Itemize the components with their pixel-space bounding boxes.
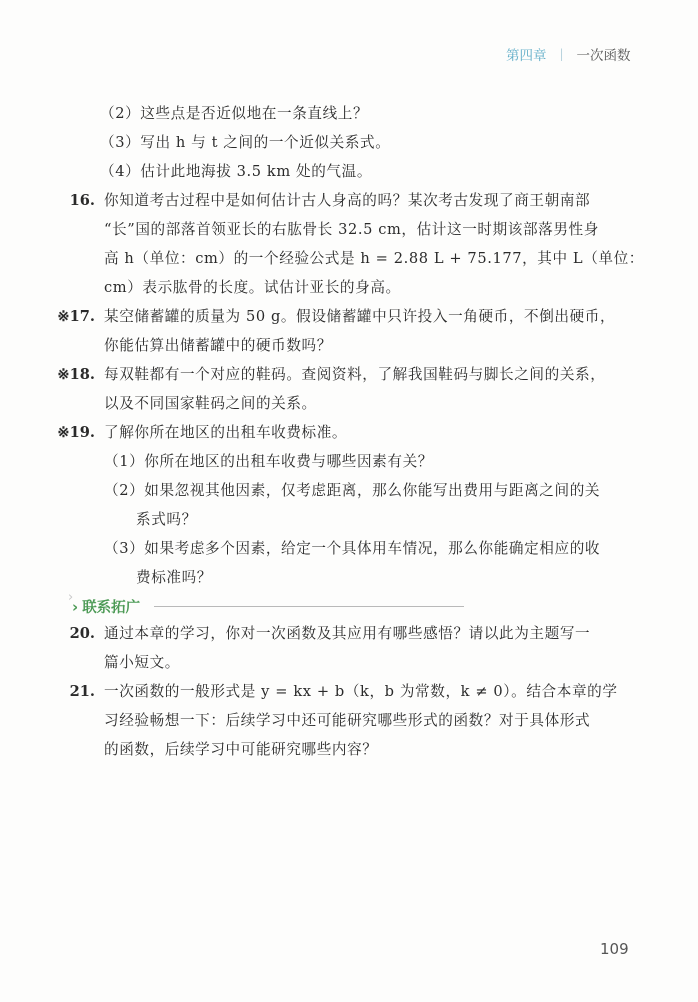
problem-15-part-2: （2）这些点是否近似地在一条直线上？ [100,105,369,122]
problem-16-line: 你知道考古过程中是如何估计古人身高的吗？某次考古发现了商王朝南部 [104,192,591,209]
problem-18-line: 每双鞋都有一个对应的鞋码。查阅资料，了解我国鞋码与脚长之间的关系， [104,366,606,383]
problem-16-line: cm）表示肱骨的长度。试估计亚长的身高。 [104,279,401,296]
problem-20-line: 篇小短文。 [104,654,180,671]
running-header [506,44,631,64]
page-number: 109 [600,940,629,958]
problem-19-line: 了解你所在地区的出租车收费标准。 [104,424,348,441]
header-separator: | [559,47,564,61]
problem-17-line: 你能估算出储蓄罐中的硬币数吗？ [104,337,332,354]
problem-19-part-2-cont: 系式吗？ [136,511,197,528]
problem-15-part-4: （4）估计此地海拔 3.5 km 处的气温。 [100,163,373,180]
chapter-label: 第四章 [506,48,547,64]
problem-17-number: ※17. [57,308,95,325]
problem-20-line: 通过本章的学习，你对一次函数及其应用有哪些感悟？请以此为主题写一 [104,625,591,642]
section-title: 联系拓广 [82,600,141,616]
chapter-title: 一次函数 [576,48,631,64]
problem-18-number: ※18. [57,366,95,383]
problem-20-number: 20. [69,625,95,642]
problem-19-part-3-cont: 费标准吗？ [136,569,212,586]
problem-15-part-3: （3）写出 h 与 t 之间的一个近似关系式。 [100,134,391,151]
problem-18-line: 以及不同国家鞋码之间的关系。 [104,395,317,412]
problem-16-number: 16. [69,192,95,209]
section-header [68,589,464,617]
section-divider [154,606,464,607]
problem-19-part-2: （2）如果忽视其他因素，仅考虑距离，那么你能写出费用与距离之间的关 [104,482,601,499]
problem-21-line: 的函数，后续学习中可能研究哪些内容？ [104,741,378,758]
problem-16-line: “长”国的部落首领亚长的右肱骨长 32.5 cm，估计这一时期该部落男性身 [104,221,599,238]
problem-21-line: 一次函数的一般形式是 y = kx + b（k，b 为常数，k ≠ 0）。结合本章的学 [104,683,618,700]
problem-21-number: 21. [69,683,95,700]
problem-17-line: 某空储蓄罐的质量为 50 g。假设储蓄罐中只许投入一角硬币，不倒出硬币， [104,308,616,325]
problem-19-part-3: （3）如果考虑多个因素，给定一个具体用车情况，那么你能确定相应的收 [104,540,601,557]
problem-21-line: 习经验畅想一下：后续学习中还可能研究哪些形式的函数？对于具体形式 [104,712,591,729]
problem-16-line: 高 h（单位：cm）的一个经验公式是 h = 2.88 L + 75.177，其中 L（单位： [104,250,644,267]
problem-19-part-1: （1）你所在地区的出租车收费与哪些因素有关？ [104,453,433,470]
problem-19-number: ※19. [57,424,95,441]
chevron-right-icon: › › [68,589,79,616]
